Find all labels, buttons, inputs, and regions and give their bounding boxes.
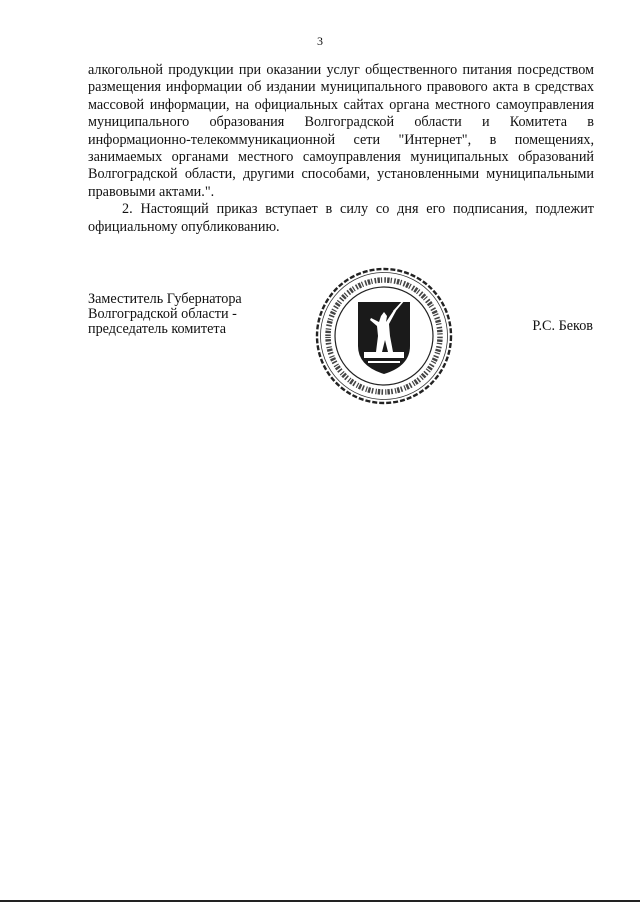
signatory-title bbox=[88, 292, 242, 337]
signatory-title-line: председатель комитета bbox=[88, 321, 227, 337]
page-number: 3 bbox=[317, 34, 323, 48]
paragraph-effective-date: 2. Настоящий приказ вступает в силу со дня его подписания, подлежит официальному опубликованию. bbox=[88, 201, 594, 235]
document-body bbox=[88, 62, 594, 236]
signatory-title-line: Волгоградской области - bbox=[88, 306, 237, 322]
paragraph-continuation: алкогольной продукции при оказании услуг общественного питания посредством размещения информации об издании муниципального правового акта в средствах массовой информации, на официальных сайтах органа местного самоуправления муниципального образования Волгоградской области и Комитета в информационно-телекоммуникационной сети "Интернет", в помещениях, занимаемых органами местного самоуправления муниципальных образований Волгоградской области, другими способами, установленными муниципальными правовыми актами.". bbox=[88, 62, 594, 200]
official-seal-icon bbox=[314, 266, 454, 406]
signatory-title-line: Заместитель Губернатора bbox=[88, 291, 242, 307]
signatory-name: Р.С. Беков bbox=[532, 318, 593, 334]
page-bottom-edge bbox=[0, 900, 640, 902]
